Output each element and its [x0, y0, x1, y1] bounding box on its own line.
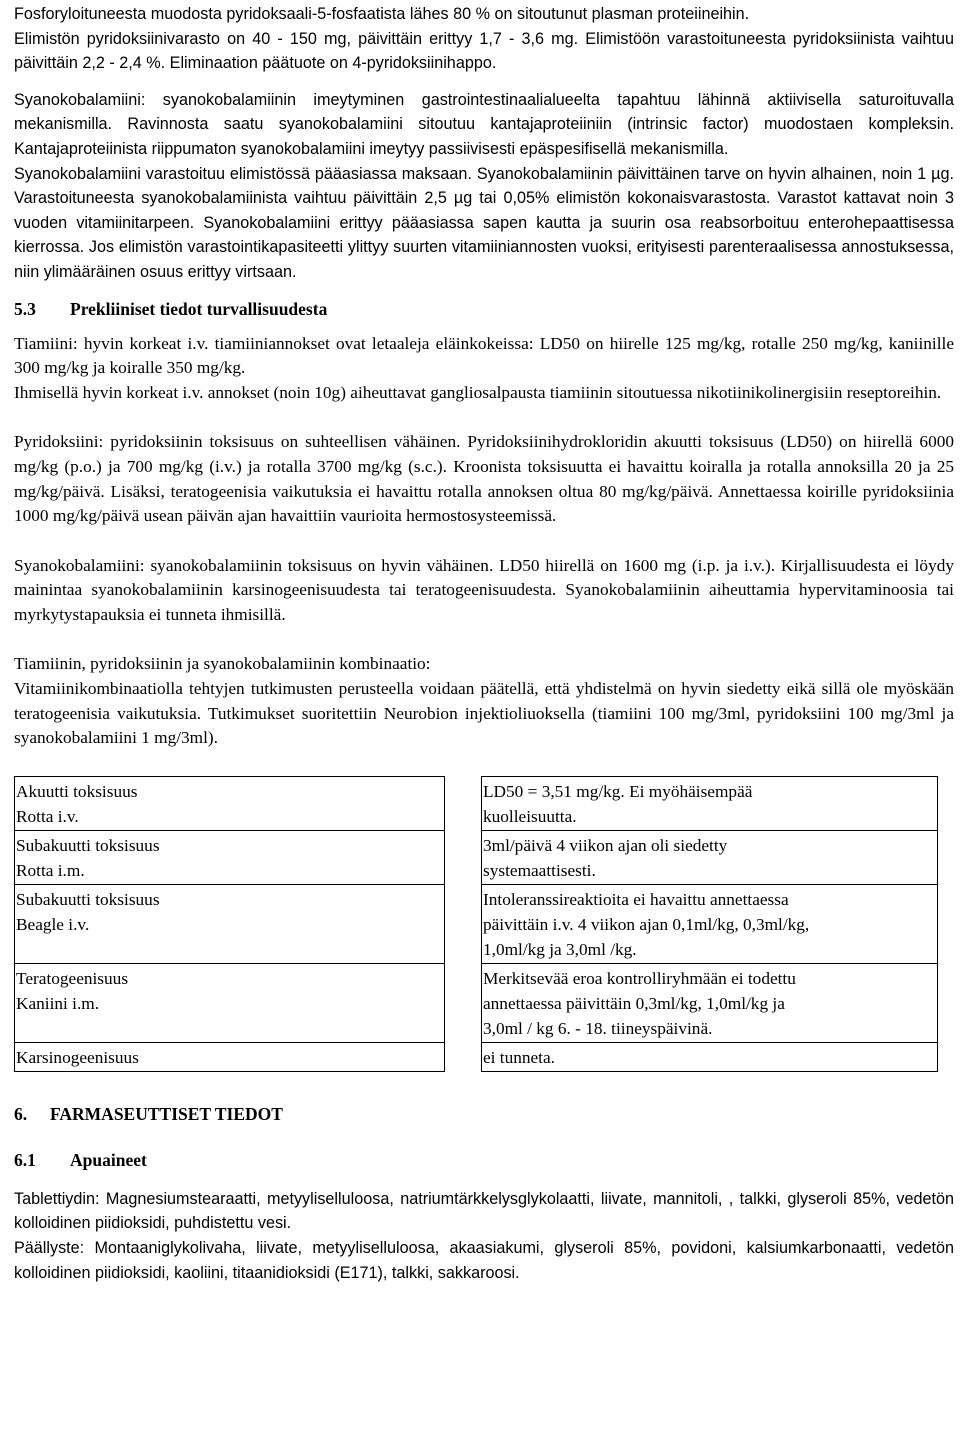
result-line: Merkitsevää eroa kontrolliryhmään ei todettu — [483, 968, 796, 988]
result-line: 3ml/päivä 4 viikon ajan oli siedetty — [483, 835, 728, 855]
section-number: 6.1 — [14, 1149, 36, 1170]
result-line: ei tunneta. — [483, 1047, 555, 1067]
section-6-heading — [14, 1102, 954, 1126]
pyridoxine-pk-line-1: Fosforyloituneesta muodosta pyridoksaali-5-fosfaatista lähes 80 % on sitoutunut plasman proteiineihin. — [14, 5, 750, 23]
study-line: Karsinogeenisuus — [16, 1047, 139, 1067]
toxicity-result-cell — [481, 776, 938, 831]
table-row — [14, 964, 938, 1043]
section-title: Apuaineet — [70, 1149, 147, 1170]
table-row — [14, 1043, 938, 1072]
toxicity-study-cell — [14, 885, 445, 964]
toxicity-study-cell — [14, 964, 445, 1043]
table-gap — [445, 831, 481, 885]
result-line: kuolleisuutta. — [483, 806, 577, 826]
table-gap — [445, 776, 481, 831]
table-row — [14, 776, 938, 831]
result-line: LD50 = 3,51 mg/kg. Ei myöhäisempää — [483, 781, 753, 801]
section-5-3-heading — [14, 297, 954, 321]
document-page — [14, 0, 954, 1285]
toxicity-study-cell — [14, 1043, 445, 1072]
toxicity-result-cell — [481, 964, 938, 1043]
toxicity-result-cell — [481, 1043, 938, 1072]
study-line: Beagle i.v. — [16, 914, 90, 934]
study-line: Akuutti toksisuus — [16, 781, 138, 801]
section-title: FARMASEUTTISET TIEDOT — [50, 1103, 283, 1124]
study-line: Rotta i.m. — [16, 860, 85, 880]
excipients-coating: Päällyste: Montaaniglykolivaha, liivate, metyyliselluloosa, akaasiakumi, glyseroli 85%, povidoni, kalsiumkarbonaatti, vedetön kolloidinen piidioksidi, kaoliini, titaanidioksidi (E171), talkki, sakkaroosi. — [14, 1239, 954, 1282]
table-gap — [445, 964, 481, 1043]
result-line: Intoleranssireaktioita ei havaittu annettaessa — [483, 889, 789, 909]
table-gap — [445, 1043, 481, 1072]
result-line: päivittäin i.v. 4 viikon ajan 0,1ml/kg, 0,3ml/kg, — [483, 914, 810, 934]
cyanocobalamin-absorption-paragraph: Syanokobalamiini: syanokobalamiinin imeytyminen gastrointestinaalialueelta tapahtuu lähinnä aktiivisella saturoituvalla mekanismilla. Ravinnosta saatu syanokobalamiini sitoutuu kantajaproteiiniin (intrinsic factor) muodostaen kompleksin. Kantajaproteiinista riippumaton syanokobalamiini imeytyy passiivisesti epäspesifisellä mekanismilla. — [14, 90, 954, 158]
study-line: Kaniini i.m. — [16, 993, 100, 1013]
study-line: Subakuutti toksisuus — [16, 889, 160, 909]
toxicity-study-cell — [14, 831, 445, 885]
combination-paragraph: Vitamiinikombinaatiolla tehtyjen tutkimusten perusteella voidaan päätellä, että yhdistelmä on hyvin siedetty eikä sillä ole myöskään teratogeenisia vaikutuksia. Tutkimukset suoritettiin Neurobion injektioliuoksella (tiamiini 100 mg/3ml, pyridoksiini 100 mg/3ml ja syanokobalamiini 1 mg/3ml). — [14, 679, 954, 748]
study-line: Teratogeenisuus — [16, 968, 129, 988]
result-line: 1,0ml/kg ja 3,0ml /kg. — [483, 939, 637, 959]
toxicity-result-cell — [481, 885, 938, 964]
result-line: 3,0ml / kg 6. - 18. tiineyspäivinä. — [483, 1018, 713, 1038]
thiamine-tox-paragraph: Tiamiini: hyvin korkeat i.v. tiamiiniannokset ovat letaaleja eläinkokeissa: LD50 on hiirelle 125 mg/kg, rotalle 250 mg/kg, kaniinille 300 mg/kg ja koiralle 350 mg/kg. — [14, 333, 954, 378]
section-title: Prekliiniset tiedot turvallisuudesta — [70, 298, 328, 319]
toxicity-study-cell — [14, 776, 445, 831]
result-line: systemaattisesti. — [483, 860, 596, 880]
section-number: 5.3 — [14, 298, 36, 319]
pyridoxine-tox-paragraph: Pyridoksiini: pyridoksiinin toksisuus on suhteellisen vähäinen. Pyridoksiinihydrokloridin akuutti toksisuus (LD50) on hiirellä 6000 mg/kg (p.o.) ja 700 mg/kg (i.v.) ja rotalla 3700 mg/kg (s.c.). Kroonista toksisuutta ei havaittu koiralla ja rotalla annoksilla 20 ja 25 mg/kg/päivä. Lisäksi, teratogeenisia vaikutuksia ei havaittu rotalla annoksen oltua 80 mg/kg/päivä. Annettaessa koirille pyridoksiinia 1000 mg/kg/päivä usean päivän ajan havaittiin vaurioita hermostosysteemissä. — [14, 432, 954, 526]
table-row — [14, 885, 938, 964]
toxicity-result-cell — [481, 831, 938, 885]
result-line: annettaessa päivittäin 0,3ml/kg, 1,0ml/kg ja — [483, 993, 785, 1013]
toxicity-table — [14, 776, 938, 1072]
section-6-1-heading — [14, 1148, 954, 1172]
table-gap — [445, 885, 481, 964]
study-line: Subakuutti toksisuus — [16, 835, 160, 855]
excipients-tablet-core: Tablettiydin: Magnesiumstearaatti, metyyliselluloosa, natriumtärkkelysglykolaatti, liivate, mannitoli, , talkki, glyseroli 85%, vedetön kolloidinen piidioksidi, puhdistettu vesi. — [14, 1189, 954, 1233]
section-number: 6. — [14, 1103, 28, 1124]
combination-heading: Tiamiinin, pyridoksiinin ja syanokobalamiinin kombinaatio: — [14, 654, 431, 674]
cyanocobalamin-tox-paragraph: Syanokobalamiini: syanokobalamiinin toksisuus on hyvin vähäinen. LD50 hiirellä on 1600 mg (i.p. ja i.v.). Kirjallisuudesta ei löydy mainintaa syanokobalamiinin karsinogeenisuudesta tai teratogeenisuudesta. Syanokobalamiinin aiheuttamia hypervitaminoosia tai myrkytystapauksia ei tunneta ihmisillä. — [14, 555, 954, 624]
table-row — [14, 831, 938, 885]
pyridoxine-pk-storage: Elimistön pyridoksiinivarasto on 40 - 150 mg, päivittäin erittyy 1,7 - 3,6 mg. Elimistöön varastoituneesta pyridoksiinista vaihtuu päivittäin 2,2 - 2,4 %. Eliminaation päätuote on 4-pyridoksiinihappo. — [14, 29, 954, 73]
study-line: Rotta i.v. — [16, 806, 79, 826]
cyanocobalamin-storage-paragraph: Syanokobalamiini varastoituu elimistössä pääasiassa maksaan. Syanokobalamiinin päivittäinen tarve on hyvin alhainen, noin 1 µg. Varastoituneesta syanokobalamiinista vaihtuu päivittäin 2,5 µg tai 0,05% elimistön kokonaisvarastosta. Varastot kattavat noin 3 vuoden vitamiinitarpeen. Syanokobalamiini erittyy pääasiassa sapen kautta ja suurin osa reabsorboituu enterohepaattisessa kierrossa. Jos elimistön varastointikapasiteetti ylittyy suurten vitamiiniannosten vuoksi, erityisesti parenteraalisessa annostuksessa, niin ylimääräinen osuus erittyy virtsaan. — [14, 164, 954, 281]
thiamine-human-paragraph: Ihmisellä hyvin korkeat i.v. annokset (noin 10g) aiheuttavat gangliosalpausta tiamiinin sitoutuessa nikotiinikolinergisiin reseptoreihin. — [14, 382, 942, 402]
